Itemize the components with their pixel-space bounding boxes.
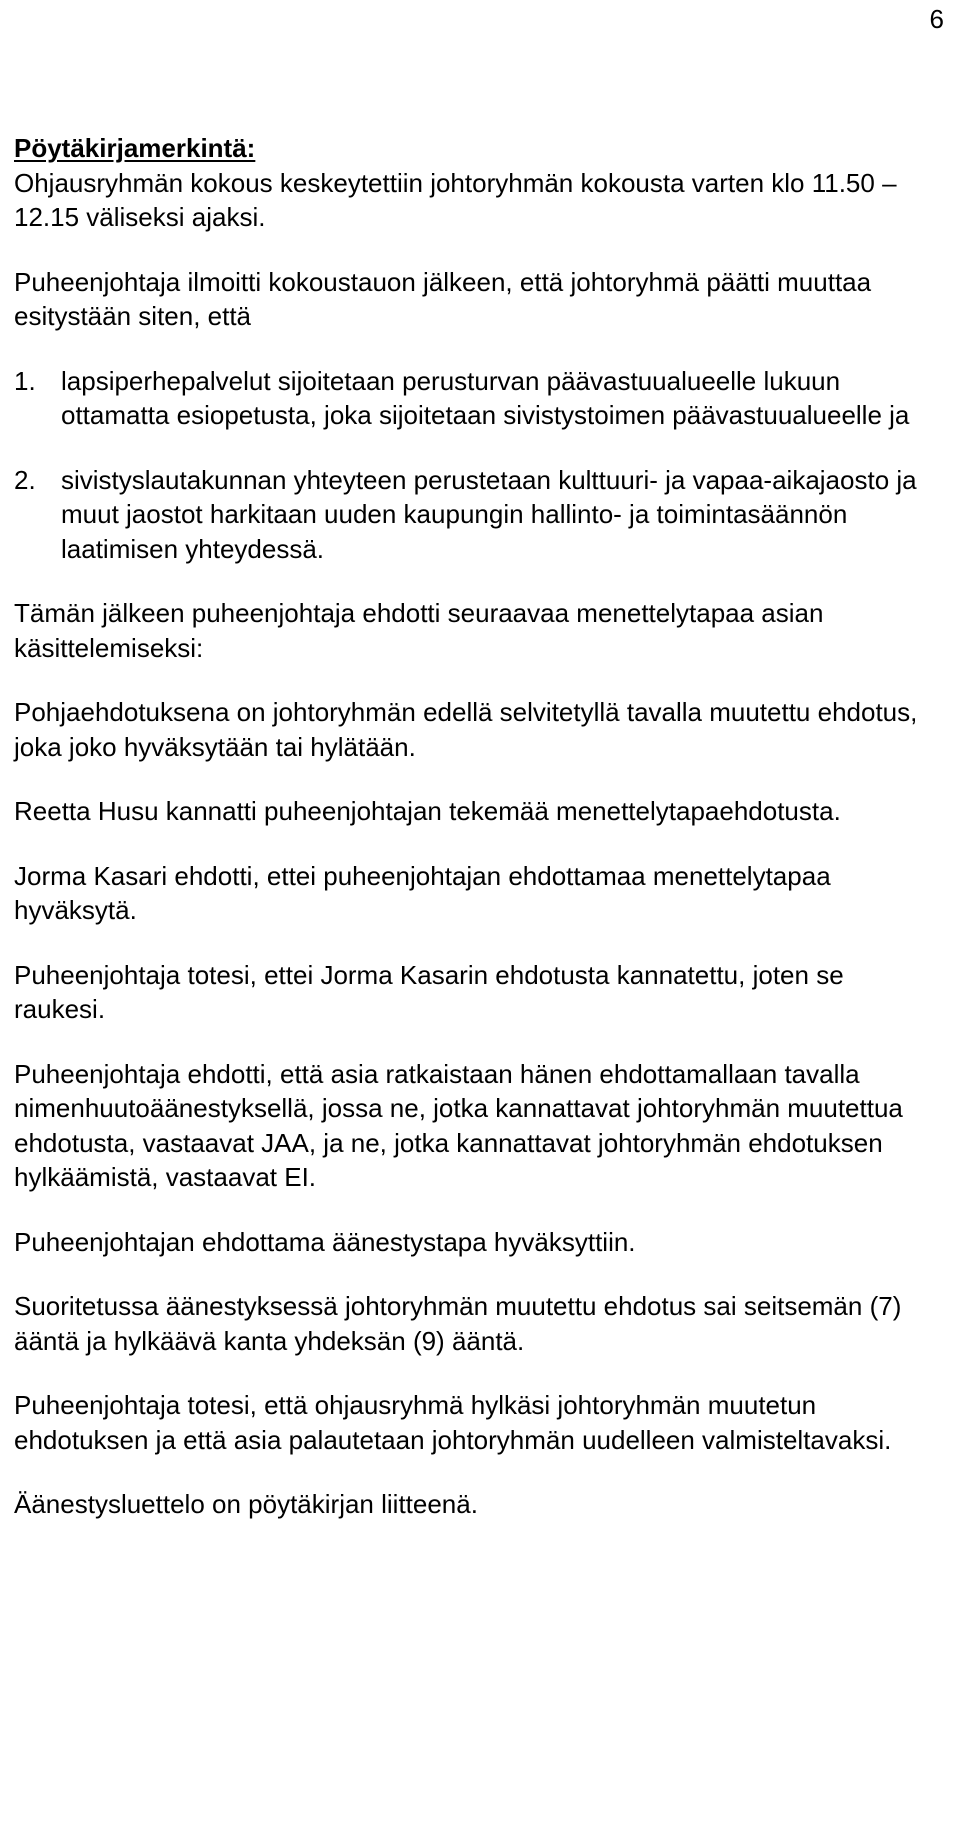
- paragraph-counter-proposal: Jorma Kasari ehdotti, ettei puheenjohtajan ehdottamaa menettelytapaa hyväksytä.: [14, 860, 831, 925]
- paragraph-proposal-lapsed: Puheenjohtaja totesi, ettei Jorma Kasarin ehdotusta kannatettu, joten se raukesi.: [14, 959, 844, 1024]
- paragraph-meeting-break: Ohjausryhmän kokous keskeytettiin johtoryhmän kokousta varten klo 11.50 – 12.15 väliseksi ajaksi.: [14, 167, 897, 232]
- paragraph-voting-result: Suoritetussa äänestyksessä johtoryhmän muutettu ehdotus sai seitsemän (7) ääntä ja hylkäävä kanta yhdeksän (9) ääntä.: [14, 1291, 902, 1356]
- item-text: lapsiperhepalvelut sijoitetaan perusturvan päävastuualueelle lukuun ottamatta esiopetusta, joka sijoitetaan sivistystoimen päävastuualueelle ja: [61, 365, 910, 430]
- paragraph-procedure-proposal: Tämän jälkeen puheenjohtaja ehdotti seuraavaa menettelytapaa asian käsittelemiseksi:: [14, 598, 824, 663]
- paragraph-seconding: Reetta Husu kannatti puheenjohtajan tekemää menettelytapaehdotusta.: [14, 796, 841, 826]
- paragraph-chair-announcement: Puheenjohtaja ilmoitti kokoustauon jälkeen, että johtoryhmä päätti muuttaa esitystään siten, että: [14, 266, 872, 331]
- paragraph-decision: Puheenjohtaja totesi, että ohjausryhmä hylkäsi johtoryhmän muutetun ehdotuksen ja että asia palautetaan johtoryhmän uudelleen valmisteltavaksi.: [14, 1390, 892, 1455]
- document-body: [14, 131, 934, 1522]
- item-number: 2.: [14, 464, 36, 495]
- item-text: sivistyslautakunnan yhteyteen perustetaan kulttuuri- ja vapaa-aikajaosto ja muut jaostot harkitaan uuden kaupungin hallinto- ja toimintasäännön laatimisen yhteydessä.: [61, 464, 917, 564]
- paragraph-voting-approved: Puheenjohtajan ehdottama äänestystapa hyväksyttiin.: [14, 1226, 636, 1257]
- paragraph-voting-method: Puheenjohtaja ehdotti, että asia ratkaistaan hänen ehdottamallaan tavalla nimenhuutoäänestyksellä, jossa ne, jotka kannattavat johtoryhmän muutettua ehdotusta, vastaavat JAA, ja ne, jotka kannattavat johtoryhmän ehdotuksen hylkäämistä, vastaavat EI.: [14, 1058, 903, 1192]
- numbered-item: [14, 364, 934, 433]
- page-number: 6: [929, 4, 944, 34]
- paragraph-attachment-note: Äänestysluettelo on pöytäkirjan liitteenä.: [14, 1489, 478, 1519]
- paragraph-base-proposal: Pohjaehdotuksena on johtoryhmän edellä selvitetyllä tavalla muutettu ehdotus, joka joko hyväksytään tai hylätään.: [14, 697, 918, 762]
- numbered-item: [14, 463, 934, 567]
- item-number: 1.: [14, 365, 36, 396]
- minutes-note-heading: Pöytäkirjamerkintä:: [14, 133, 256, 163]
